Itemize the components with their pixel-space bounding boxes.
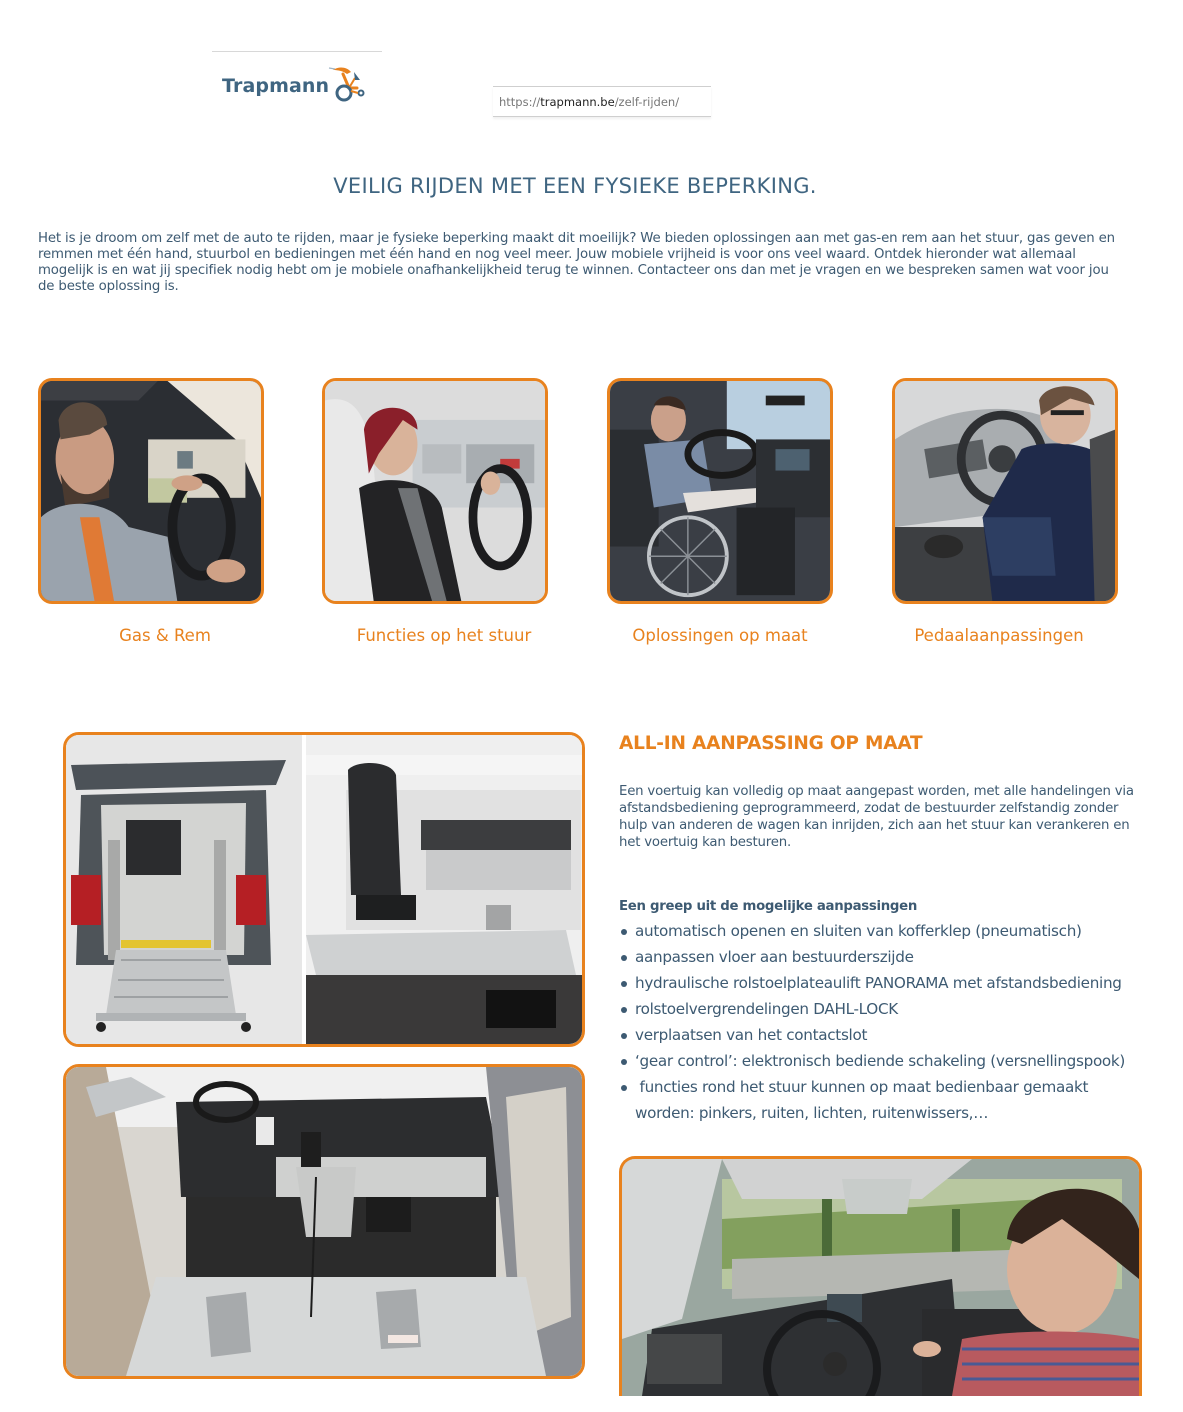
- pedal-adaptation-photo: [895, 381, 1115, 601]
- list-item: ‘gear control’: elektronisch bediende schakeling (versnellingspook): [619, 1048, 1159, 1074]
- section-title-all-in: ALL-IN AANPASSING OP MAAT: [619, 733, 923, 754]
- section-description: Een voertuig kan volledig op maat aangepast worden, met alle handelingen via afstandsbediening geprogrammeerd, zodat de bestuurder zelfstandig zonder hulp van anderen de wagen kan inrijden, zich aan het stuur kan verankeren en het voertuig kan besturen.: [619, 784, 1134, 850]
- adaptations-list: [619, 918, 1159, 1126]
- list-item: aanpassen vloer aan bestuurderszijde: [619, 944, 1159, 970]
- url-domain: trapmann.be: [540, 94, 615, 109]
- man-driving-photo: [41, 381, 261, 601]
- van-rear-lift-photo: [66, 735, 582, 1044]
- url-bar[interactable]: [493, 86, 711, 117]
- logo[interactable]: [222, 68, 367, 104]
- intro-paragraph: Het is je droom om zelf met de auto te rijden, maar je fysieke beperking maakt dit moeilijk? We bieden oplossingen aan met gas-en rem aan het stuur, gas geven en remmen met één hand, stuurbol en bedieningen met één hand en nog veel meer. Jouw mobiele vrijheid is voor ons veel waard. Ontdek hieronder wat allemaal mogelijk is en wat jij specifiek nodig hebt om je mobiele onafhankelijkheid terug te winnen. Contacteer ons dan met je vragen en we bespreken samen wat voor jou de beste oplossing is.: [38, 231, 1115, 294]
- category-card-pedaalaanpassingen[interactable]: [892, 378, 1118, 604]
- category-card-oplossingen-maat[interactable]: [607, 378, 833, 604]
- van-lift-gallery: [63, 732, 585, 1047]
- logo-divider: [212, 51, 382, 52]
- list-item: functies rond het stuur kunnen op maat bedienbaar gemaakt worden: pinkers, ruiten, lichten, ruitenwissers,…: [619, 1074, 1099, 1126]
- category-card-gas-rem[interactable]: [38, 378, 264, 604]
- young-man-driving-photo: [622, 1159, 1139, 1396]
- van-cockpit-floor-photo: [66, 1067, 582, 1376]
- category-label-oplossingen-maat[interactable]: Oplossingen op maat: [632, 626, 808, 645]
- van-cockpit-frame: [63, 1064, 585, 1379]
- category-label-gas-rem[interactable]: Gas & Rem: [119, 626, 211, 645]
- list-item: automatisch openen en sluiten van kofferklep (pneumatisch): [619, 918, 1159, 944]
- category-card-functies-stuur[interactable]: [322, 378, 548, 604]
- list-item: verplaatsen van het contactslot: [619, 1022, 1159, 1048]
- list-title: Een greep uit de mogelijke aanpassingen: [619, 899, 918, 914]
- url-scheme: https://: [499, 94, 541, 109]
- woman-driving-photo: [325, 381, 545, 601]
- wheelchair-logo-icon: [327, 64, 367, 104]
- list-item: rolstoelvergrendelingen DAHL-LOCK: [619, 996, 1159, 1022]
- category-label-functies-stuur[interactable]: Functies op het stuur: [356, 626, 532, 645]
- list-item: hydraulische rolstoelplateaulift PANORAMA met afstandsbediening: [619, 970, 1159, 996]
- wheelchair-driver-photo: [610, 381, 830, 601]
- page-title: VEILIG RIJDEN MET EEN FYSIEKE BEPERKING.: [333, 174, 817, 198]
- category-label-pedaalaanpassingen[interactable]: Pedaalaanpassingen: [914, 626, 1084, 645]
- driver-remote-frame: [619, 1156, 1142, 1396]
- logo-text: Trapmann: [222, 75, 330, 97]
- url-path: /zelf-rijden/: [614, 94, 680, 109]
